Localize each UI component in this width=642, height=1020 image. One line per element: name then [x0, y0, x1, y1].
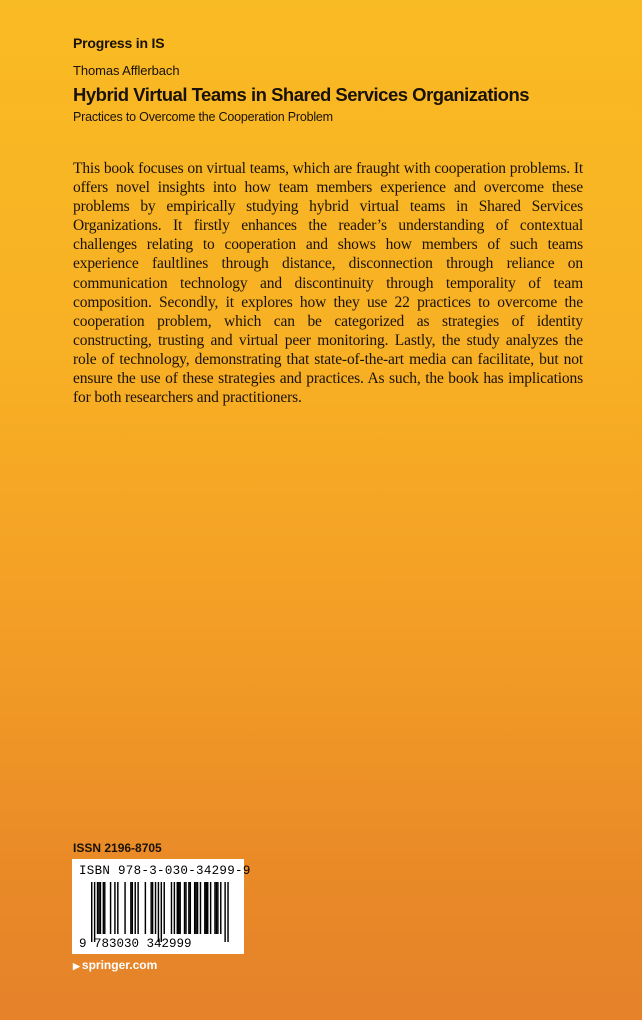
barcode-bar [137, 882, 138, 934]
barcode-bar [161, 882, 162, 942]
barcode-bar [100, 882, 101, 934]
barcode-bar [217, 882, 218, 934]
barcode-bar [214, 882, 215, 934]
barcode-bar [204, 882, 205, 934]
barcode-bar [130, 882, 131, 934]
barcode-bar [197, 882, 198, 934]
triangle-right-icon: ▶ [73, 961, 80, 971]
barcode-bar [179, 882, 180, 934]
author-name: Thomas Afflerbach [73, 63, 180, 78]
barcode-bar [190, 882, 191, 934]
isbn-label: ISBN 978-3-030-34299-9 [79, 864, 251, 878]
barcode-bar [98, 882, 99, 934]
barcode-bar [132, 882, 133, 934]
barcode-bars [91, 882, 229, 942]
barcode-bar [145, 882, 146, 934]
barcode-bar [195, 882, 196, 934]
barcode-bar [158, 882, 159, 942]
barcode-bar [117, 882, 118, 934]
barcode-bar [194, 882, 195, 934]
barcode-bar [220, 882, 221, 934]
barcode-bar [110, 882, 111, 934]
barcode-bar [207, 882, 208, 934]
barcode-bar [216, 882, 217, 934]
barcode-bar [155, 882, 156, 934]
barcode-bar [94, 882, 95, 942]
barcode-bar [135, 882, 136, 934]
barcode-bar [152, 882, 153, 934]
issn-label: ISSN 2196-8705 [73, 841, 162, 855]
barcode-box [72, 859, 251, 954]
barcode-bar [164, 882, 165, 934]
barcode-bar [206, 882, 207, 934]
barcode-bar [184, 882, 185, 934]
barcode-digits: 9 783030 342999 [79, 937, 192, 951]
barcode-bar [185, 882, 186, 934]
publisher-url: springer.com [81, 958, 158, 972]
barcode-bar [124, 882, 125, 934]
book-subtitle: Practices to Overcome the Cooperation Problem [73, 110, 333, 124]
barcode-bar [97, 882, 98, 934]
barcode-bar [200, 882, 201, 934]
barcode-bar [91, 882, 92, 942]
barcode-bar [174, 882, 175, 934]
series-name: Progress in IS [73, 35, 165, 51]
barcode-bar [188, 882, 189, 934]
barcode-bar [210, 882, 211, 934]
barcode-bar [171, 882, 172, 934]
barcode-bar [114, 882, 115, 934]
book-title: Hybrid Virtual Teams in Shared Services Organizations [73, 84, 530, 105]
barcode-bar [178, 882, 179, 934]
publisher-link[interactable] [73, 958, 157, 972]
barcode-bar [103, 882, 104, 934]
barcode-bar [177, 882, 178, 934]
blurb-text: This book focuses on virtual teams, which are fraught with cooperation problems. It offers novel insights into how team members experience and overcome these problems by empirically studying hybrid virtual teams in Shared Services Organizations. It firstly enhances the reader’s understanding of contextual challenges relating to cooperation and shows how members of such teams experience faultlines through distance, disconnection through reliance on communication technology and discontinuity through temporality of team composition. Secondly, it explores how they use 22 practices to overcome the cooperation problem, which can be categorized as strategies of identity constructing, trusting and virtual peer monitoring. Lastly, the study analyzes the role of technology, demonstrating that state-of-the-art media can facilitate, but not ensure the use of these strategies and practices. As such, the book has implications for both researchers and practitioners. [73, 160, 583, 407]
barcode-bar [224, 882, 225, 942]
barcode-bar [104, 882, 105, 934]
barcode-bar [150, 882, 151, 934]
barcode-bar [227, 882, 228, 942]
